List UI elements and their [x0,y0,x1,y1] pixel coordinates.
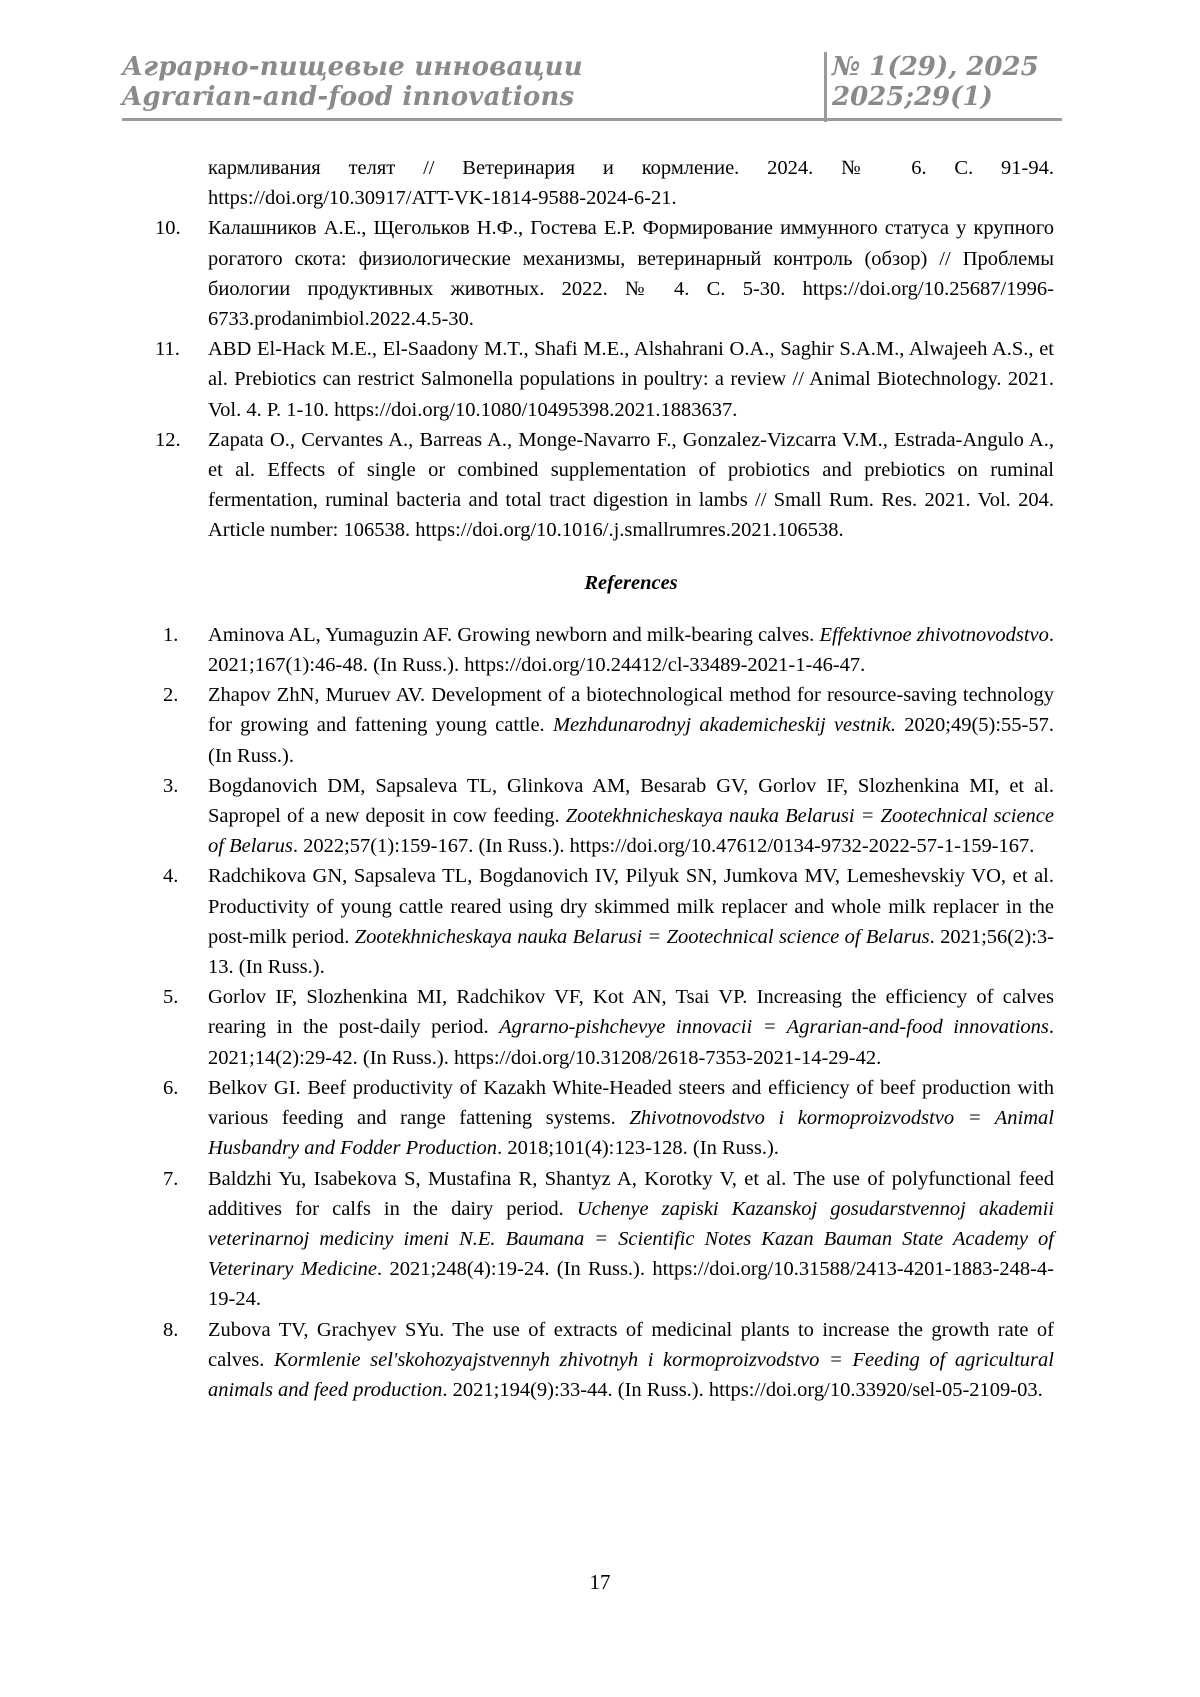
reference-continued [163,153,1054,213]
reference-text: ABD El-Hack M.E., El-Saadony M.T., Shafi M.E., Alshahrani O.A., Saghir S.A.M., Alwajeeh A.S., et al. Prebiotics can restrict Salmonella populations in poultry: a review // Animal Biotechnology. 2021. Vol. 4. P. 1-10. https://doi.org/10.1080/10495398.2021.1883637. [208,338,1054,420]
issue-ru: № 1(29), 2025 [832,52,1062,82]
reference-text: Zapata O., Cervantes A., Barreas A., Monge-Navarro F., Gonzalez-Vizcarra V.M., Estrada-Angulo A., et al. Effects of single or combined supplementation of probiotics and prebiotics on ruminal fermentation, ruminal bacteria and total tract digestion in lambs // Small Rum. Res. 2021. Vol. 204. Article number: 106538. https://doi.org/10.1016/.j.smallrumres.2021.106538. [208,429,1054,542]
reference-details: . 2021;14(2):29-42. (In Russ.). https://doi.org/10.31208/2618-7353-2021-14-29-42. [208,1016,1054,1068]
reference-details: . 2021;194(9):33-44. (In Russ.). https://doi.org/10.33920/sel-05-2109-03. [442,1379,1042,1401]
journal-title-en: Agrarian-and-food innovations [122,82,822,112]
reference-number: 2. [163,680,178,710]
reference-journal: Agrarno-pishchevye innovacii = Agrarian-and-food innovations [499,1016,1049,1038]
reference-item [163,982,1054,1073]
reference-item [163,680,1054,771]
reference-details: . 2021;248(4):19-24. (In Russ.). https://doi.org/10.31588/2413-4201-1883-248-4-19-24. [208,1258,1054,1310]
reference-journal: Mezhdunarodnyj akademicheskij vestnik. [553,714,896,736]
reference-item [163,425,1054,546]
reference-details: . 2018;101(4):123-128. (In Russ.). [497,1137,779,1159]
reference-authors-title: Belkov GI. Beef productivity of Kazakh White-Headed steers and efficiency of beef production with various feeding and range fattening systems. [208,1077,1054,1129]
page-number: 17 [0,1570,1200,1595]
issue-en: 2025;29(1) [832,82,1062,112]
references-heading: References [163,568,1054,598]
reference-journal: Effektivnoe zhivotnovodstvo [819,624,1048,646]
reference-number: 11. [155,334,180,364]
issue-info [832,52,1062,112]
reference-number: 7. [163,1164,178,1194]
reference-number: 10. [155,213,181,243]
reference-details: . 2021;56(2):3-13. (In Russ.). [208,926,1054,978]
journal-title-ru: Аграрно-пищевые инновации [122,52,822,82]
reference-text: Калашников А.Е., Щегольков Н.Ф., Гостева Е.Р. Формирование иммунного статуса у крупного рогатого скота: физиологические механизмы, ветеринарный контроль (обзор) // Проблемы биологии продуктивных животных. 2022. № 4. С. 5-30. https://doi.org/10.25687/1996-6733.prodanimbiol.2022.4.5-30. [208,217,1054,330]
reference-item [163,1073,1054,1164]
reference-journal: Uchenye zapiski Kazanskoj gosudarstvennoj akademii veterinarnoj mediciny imeni N.E. Baumana = Scientific Notes Kazan Bauman State Academy of Veterinary Medicine [208,1198,1054,1280]
reference-item [163,861,1054,982]
reference-authors-title: Baldzhi Yu, Isabekova S, Mustafina R, Shantyz A, Korotky V, et al. The use of polyfunctional feed additives for calfs in the dairy period. [208,1168,1054,1220]
reference-journal: Kormlenie sel'skohozyajstvennyh zhivotnyh i kormoproizvodstvo = Feeding of agricultural animals and feed production [208,1349,1054,1401]
reference-authors-title: Gorlov IF, Slozhenkina MI, Radchikov VF, Kot AN, Tsai VP. Increasing the efficiency of calves rearing in the post-daily period. [208,986,1054,1038]
reference-number: 12. [155,425,181,455]
reference-item [163,771,1054,862]
reference-item [163,1315,1054,1406]
journal-page [0,0,1200,1697]
reference-number: 3. [163,771,178,801]
reference-details: 2020;49(5):55-57. (In Russ.). [208,714,1054,766]
reference-details: . 2021;167(1):46-48. (In Russ.). https://doi.org/10.24412/cl-33489-2021-1-46-47. [208,624,1054,676]
reference-item [163,334,1054,425]
reference-journal: Zhivotnovodstvo i kormoproizvodstvo = Animal Husbandry and Fodder Production [208,1107,1054,1159]
header-divider-horizontal [122,118,1062,121]
reference-number: 6. [163,1073,178,1103]
reference-details: . 2022;57(1):159-167. (In Russ.). https://doi.org/10.47612/0134-9732-2022-57-1-159-167. [293,835,1035,857]
reference-authors-title: Aminova AL, Yumaguzin AF. Growing newborn and milk-bearing calves. [208,624,819,646]
reference-number: 1. [163,620,178,650]
reference-authors-title: Zubova TV, Grachyev SYu. The use of extracts of medicinal plants to increase the growth rate of calves. [208,1319,1054,1371]
reference-authors-title: Zhapov ZhN, Muruev AV. Development of a biotechnological method for resource-saving technology for growing and fattening young cattle. [208,684,1054,736]
reference-item [163,1164,1054,1315]
reference-item [163,213,1054,334]
reference-text: кармливания телят // Ветеринария и кормление. 2024. № 6. С. 91-94. https://doi.org/10.30917/ATT-VK-1814-9588-2024-6-21. [208,157,1054,209]
reference-authors-title: Bogdanovich DM, Sapsaleva TL, Glinkova AM, Besarab GV, Gorlov IF, Slozhenkina MI, et al. Sapropel of a new deposit in cow feeding. [208,775,1054,827]
reference-journal: Zootekhnicheskaya nauka Belarusi = Zootechnical science of Belarus [208,805,1054,857]
reference-number: 8. [163,1315,178,1345]
references-body [163,153,1054,1405]
reference-number: 5. [163,982,178,1012]
reference-journal: Zootekhnicheskaya nauka Belarusi = Zootechnical science of Belarus [355,926,930,948]
reference-item [163,620,1054,680]
reference-authors-title: Radchikova GN, Sapsaleva TL, Bogdanovich IV, Pilyuk SN, Jumkova MV, Lemeshevskiy VO, et al. Productivity of young cattle reared using dry skimmed milk replacer and whole milk replacer in the post-milk period. [208,865,1054,947]
header-divider-vertical [824,52,827,122]
reference-number: 4. [163,861,178,891]
running-header [122,52,1062,120]
journal-title [122,52,822,112]
